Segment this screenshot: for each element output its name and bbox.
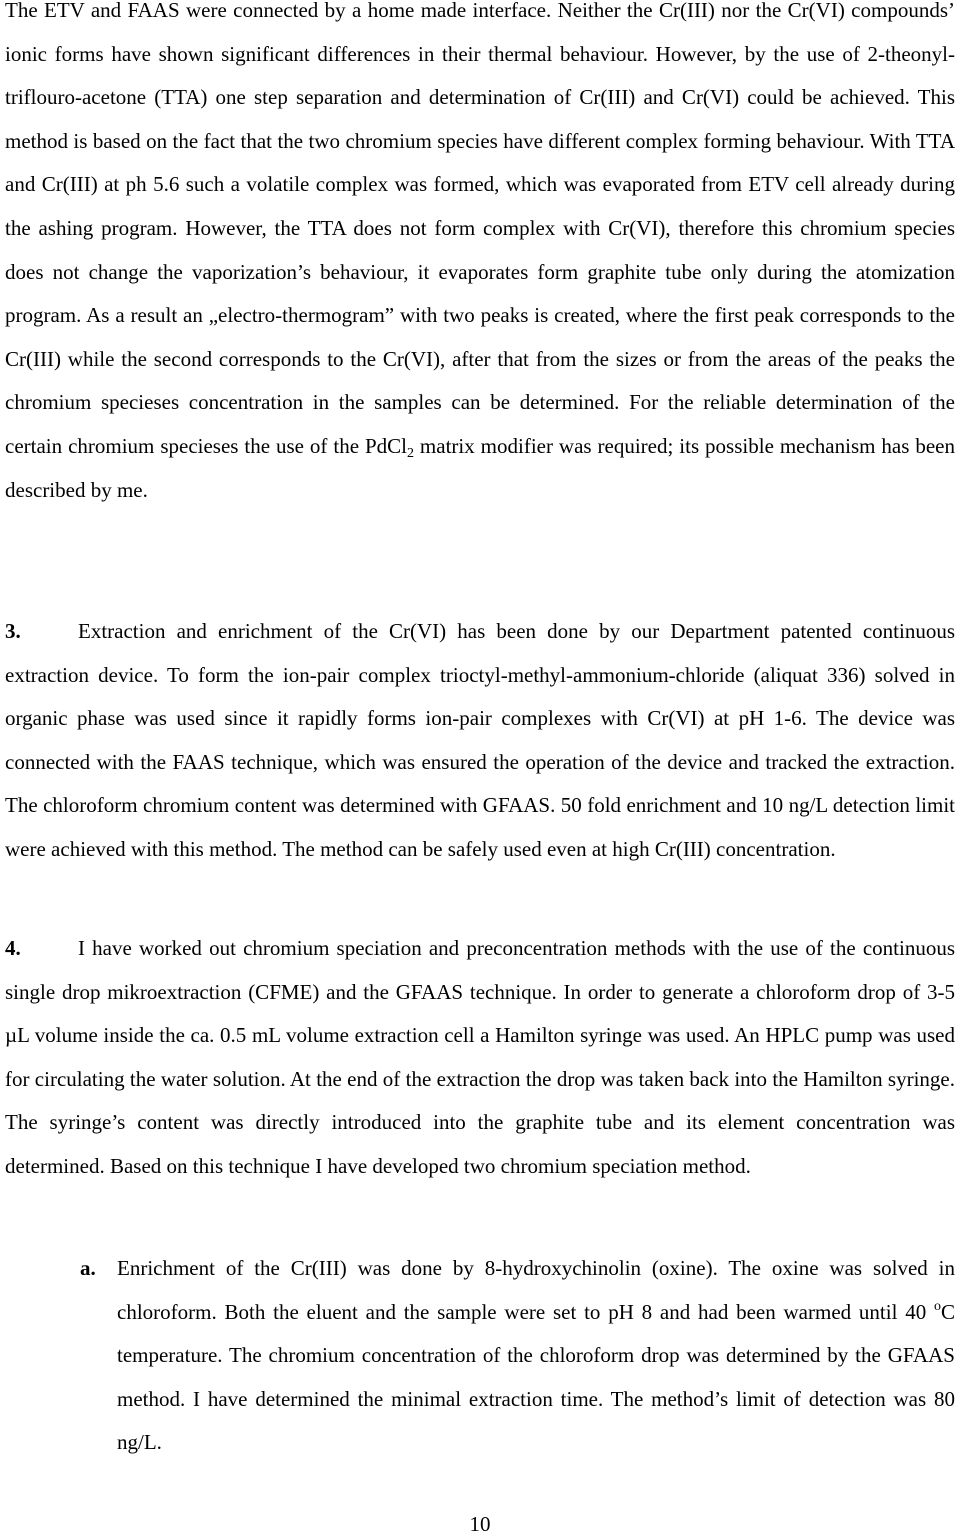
paragraph-text: C temperature. The chromium concentration of the chloroform drop was determined by the GFAAS method. I have determined the minimal extraction time. The method’s limit of detection was 80 ng/L. xyxy=(117,1299,955,1455)
item-number: 4. xyxy=(5,936,21,960)
paragraph-text: matrix modifier was required; its possible mechanism has been described by me. xyxy=(5,433,955,502)
item-number: 3. xyxy=(5,619,21,643)
paragraph-text: Extraction and enrichment of the Cr(VI) has been done by our Department patented continuous extraction device. To form the ion-pair complex trioctyl-methyl-ammonium-chloride (aliquat 336) solved in organic phase was used since it rapidly forms ion-pair complexes with Cr(VI) at pH 1-6. The device was connected with the FAAS technique, which was ensured the operation of the device and tracked the extraction. The chloroform chromium content was determined with GFAAS. 50 fold enrichment and 10 ng/L detection limit were achieved with this method. The method can be safely used even at high Cr(III) concentration. xyxy=(5,619,955,861)
paragraph-text: I have worked out chromium speciation and preconcentration methods with the use of the continuous single drop mikroextraction (CFME) and the GFAAS technique. In order to generate a chloroform drop of 3-5 µL volume inside the ca. 0.5 mL volume extraction cell a Hamilton syringe was used. An HPLC pump was used for circulating the water solution. At the end of the extraction the drop was taken back into the Hamilton syringe. The syringe’s content was directly introduced into the graphite tube and its element concentration was determined. Based on this technique I have developed two chromium speciation method. xyxy=(5,936,955,1178)
subscript-2: 2 xyxy=(406,445,414,461)
paragraph-subitem-a xyxy=(80,1247,955,1465)
paragraph-item-4 xyxy=(5,927,955,1189)
paragraph-item-3 xyxy=(5,610,955,872)
paragraph-text: Enrichment of the Cr(III) was done by 8-hydroxychinolin (oxine). The oxine was solved in chloroform. Both the eluent and the sample were set to pH 8 and had been warmed until 40 xyxy=(117,1256,955,1324)
paragraph-etv-faas xyxy=(5,0,955,512)
item-letter: a. xyxy=(80,1256,96,1280)
page-number: 10 xyxy=(469,1512,491,1536)
paragraph-text: The ETV and FAAS were connected by a home made interface. Neither the Cr(III) nor the Cr(VI) compounds’ ionic forms have shown significant differences in their thermal behaviour. However, by the use of 2-theonyl-triflouro-acetone (TTA) one step separation and determination of Cr(III) and Cr(VI) could be achieved. This method is based on the fact that the two chromium species have different complex forming behaviour. With TTA and Cr(III) at ph 5.6 such a volatile complex was formed, which was evaporated from ETV cell already during the ashing program. However, the TTA does not form complex with Cr(VI), therefore this chromium species does not change the vaporization’s behaviour, it evaporates form graphite tube only during the atomization program. As a result an „electro-thermogram” with two peaks is created, where the first peak corresponds to the Cr(III) while the second corresponds to the Cr(VI), after that from the sizes or from the areas of the peaks the chromium specieses concentration in the samples can be determined. For the reliable determination of the certain chromium specieses the use of the PdCl xyxy=(5,0,955,458)
superscript-o: o xyxy=(933,1298,941,1314)
